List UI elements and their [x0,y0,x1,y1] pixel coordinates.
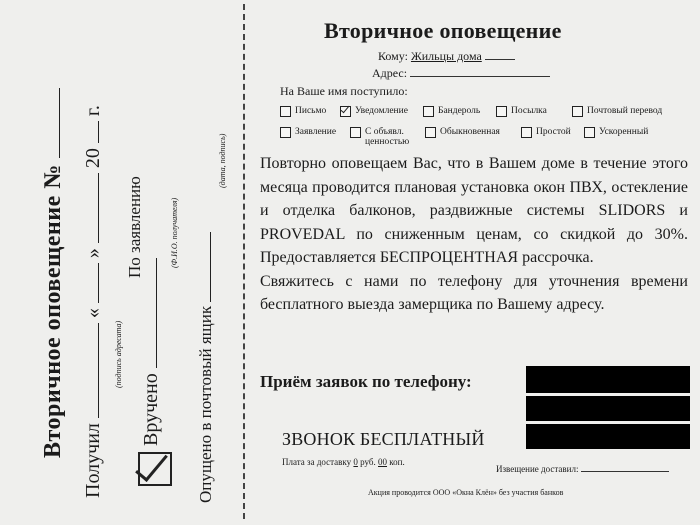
option-parcel-post-label: Бандероль [438,106,481,116]
address-label: Адрес: [372,66,408,80]
stub-year-suffix: г. [82,105,104,117]
stub-mailbox-label: Опущено в почтовый ящик [196,305,215,503]
address-row [372,65,550,81]
option-declared-value-box[interactable] [350,127,361,138]
option-parcel-post[interactable] [423,106,480,117]
phone-label: Приём заявок по телефону: [260,372,472,391]
option-money-transfer-box[interactable] [572,106,583,117]
option-package[interactable] [496,106,547,117]
delivery-rub-value: 0 [353,457,358,467]
option-ordinary-label: Обыкновенная [440,127,500,137]
to-value: Жильцы дома [410,49,482,63]
stub-month-line [80,173,99,243]
option-letter[interactable] [280,106,326,117]
stub-open-quote: « [82,308,104,319]
stub-delivered-checkbox[interactable] [138,452,172,486]
stub-year-line [80,121,99,143]
notice-delivered-label: Извещение доставил: [496,464,579,474]
option-package-box[interactable] [496,106,507,117]
kop-unit: коп. [389,457,405,467]
address-line [410,65,550,77]
option-simple-label: Простой [536,127,571,137]
option-simple-box[interactable] [521,127,532,138]
stub-year-prefix: 20 [82,148,104,169]
stub-name-caption: (Ф.И.О. получателя) [170,197,179,268]
notice-title: Вторичное оповещение [324,18,562,43]
stub-mailbox-row [196,232,216,503]
redacted-phone-1 [526,366,690,393]
option-express-box[interactable] [584,127,595,138]
stub-delivered-label: Вручено [140,373,162,446]
option-ordinary-box[interactable] [425,127,436,138]
notice-delivered-row [496,463,669,474]
stub-close-quote: » [82,248,104,259]
option-declared-value[interactable] [350,127,410,147]
to-label: Кому: [378,49,408,63]
tear-off-stub [0,0,240,525]
stub-number-line [59,88,60,158]
option-letter-box[interactable] [280,106,291,117]
option-money-transfer-label: Почтовый перевод [587,106,663,116]
option-express-label: Ускоренный [599,127,649,137]
stub-received-row [80,105,105,498]
option-money-transfer[interactable] [572,106,662,117]
stub-title-text: Вторичное оповещение № [40,164,66,458]
option-express[interactable] [584,127,648,138]
notice-delivered-line [581,463,669,472]
redacted-phone-2 [526,396,690,421]
stub-delivered-line [156,258,157,368]
to-line [485,48,515,60]
stub-day-line [80,263,99,303]
option-declared-value-label: С объявл. ценностью [365,127,410,147]
option-simple[interactable] [521,127,571,138]
redacted-phone-3 [526,424,690,449]
delivery-fee-row [282,457,405,467]
free-call-label: ЗВОНОК БЕСПЛАТНЫЙ [282,429,485,449]
tear-line [243,4,245,519]
option-application-label: Заявление [295,127,337,137]
option-parcel-post-box[interactable] [423,106,434,117]
stub-received-label: Получил [82,423,104,498]
stub-mailbox-line [210,232,211,302]
stub-by-request: По заявлению [125,176,144,278]
option-application[interactable] [280,127,336,138]
option-package-label: Посылка [511,106,547,116]
stub-title [40,88,67,458]
to-row [378,48,515,64]
option-letter-label: Письмо [295,106,327,116]
stub-date-caption: (дата, подпись) [218,133,227,188]
stub-signature-caption: (подпись адресата) [114,320,123,388]
footer-note: Акция проводится ООО «Окна Клён» без участия банков [368,488,564,497]
option-application-box[interactable] [280,127,291,138]
rub-unit: руб. [360,457,376,467]
option-notification-box[interactable] [340,106,351,117]
option-ordinary[interactable] [425,127,500,138]
delivery-fee-label: Плата за доставку [282,457,352,467]
notice-body [260,152,688,317]
option-notification-label: Уведомление [355,106,408,116]
stub-delivered-row [140,258,163,446]
option-notification[interactable] [340,106,408,117]
delivery-kop-value: 00 [378,457,388,467]
body-paragraph-1: Повторно оповещаем Вас, что в Вашем доме в течение этого месяца проводится плановая установка окон ПВХ, остекление и отделка балконов, раздвижные системы SLIDORS и PROVEDAL по сниженным ценам, со скидкой до 30%. Предоставляется БЕСПРОЦЕНТНАЯ рассрочка. [260,155,688,266]
body-paragraph-2: Свяжитесь с нами по телефону для уточнения времени бесплатного выезда замерщика по Вашему адресу. [260,272,688,313]
received-label: На Ваше имя поступило: [280,84,408,98]
stub-signature-line [80,323,99,418]
notice-main [258,0,698,525]
